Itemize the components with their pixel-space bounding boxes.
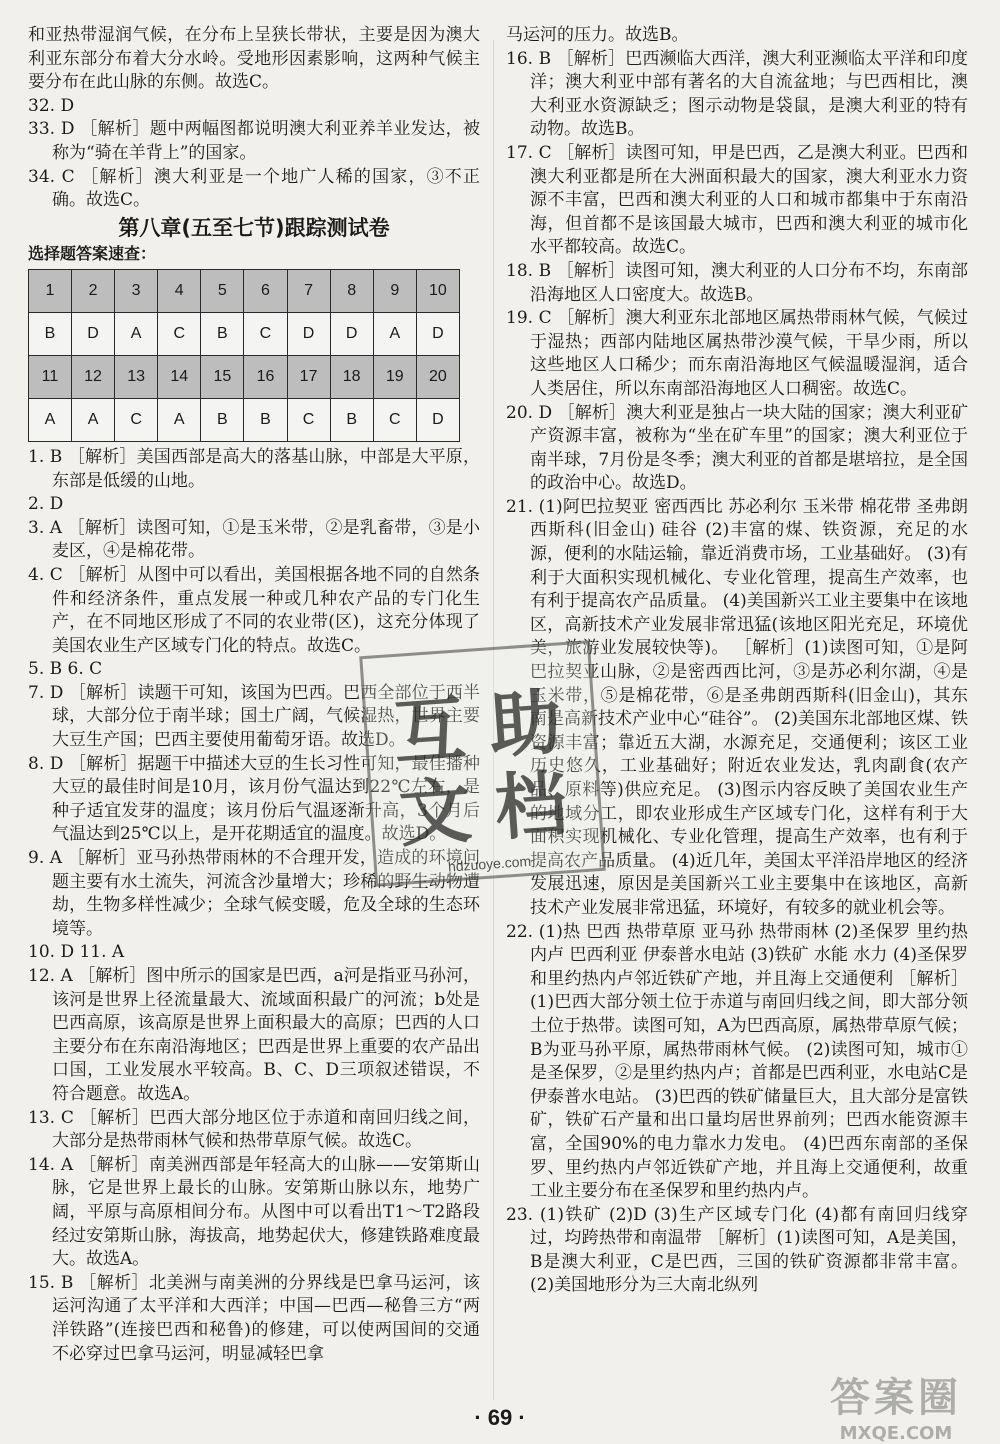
table-cell: D: [416, 312, 459, 355]
table-cell: A: [158, 398, 201, 441]
answer-item: 5. B 6. C: [28, 659, 103, 680]
table-cell: C: [158, 312, 201, 355]
page-number: · 69 ·: [474, 1405, 526, 1430]
answer-item: 22. (1)热 巴西 热带草原 亚马孙 热带雨林 (2)圣保罗 里约热内卢 巴西利亚 伊泰普水电站 (3)铁矿 水能 水力 (4)圣保罗和里约热内卢邻近铁矿产地，并且海上交通便利 ［解析］(1)巴西大部分领土位于赤道与南回归线之间，即大部分领土位于热带。读图可知，A为巴西高原，属热带草原气候；B为亚马孙平原，属热带雨林气候。 (2)读图可知，城市①是圣保罗，②是里约热内卢；首都是巴西利亚，水电站C是伊泰普水电站。 (3)巴西的铁矿储量巨大，且大部分是富铁矿，铁矿石产量和出口量均居世界前列；巴西水能资源丰富，全国90%的电力靠水力发电。 (4)巴西东南部的圣保罗、里约热内卢邻近铁矿产地，并且海上交通便利，故重工业主要分布在圣保罗和里约热内卢。: [506, 921, 969, 1202]
table-cell: 15: [201, 355, 244, 398]
stamp-char: 档: [492, 761, 570, 851]
table-cell: 20: [416, 355, 459, 398]
table-cell: A: [373, 312, 416, 355]
stamp-char: 互: [390, 686, 469, 776]
table-cell: 16: [244, 355, 287, 398]
answer-item: 16. B ［解析］巴西濒临大西洋，澳大利亚濒临太平洋和印度洋；澳大利亚中部有著名的大自流盆地；与巴西相比，澳大利亚水资源缺乏；图示动物是袋鼠，是澳大利亚的特有动物。故选B。: [506, 48, 968, 140]
stamp-url: hdzuoye.com: [447, 852, 532, 875]
answer-item: 4. C ［解析］从图中可以看出，美国根据各地不同的自然条件和经济条件，重点发展一种或几种农产品的专门化生产，在不同地区形成了不同的农业带(区)，这充分体现了美国农业生产区域专门化的特点。故选C。: [28, 564, 480, 656]
answer-item: 21. (1)阿巴拉契亚 密西西比 苏必利尔 玉米带 棉花带 圣弗朗西斯科(旧金山) 硅谷 (2)丰富的煤、铁资源，充足的水源，便利的水陆运输，靠近消费市场，工业基础好。 (3)有利于大面积实现机械化、专业化管理，提高生产效率，也有利于提高农产品质量。 (4)美国新兴工业主要集中在该地区，高新技术产业发展非常迅猛(该地区阳光充足，环境优美，旅游业发展较快等)。 ［解析］(1)读图可知，①是阿巴拉契亚山脉，②是密西西比河，③是苏必利尔湖，④是玉米带，⑤是棉花带，⑥是圣弗朗西斯科(旧金山)，其东南是高新技术产业中心“硅谷”。 (2)美国东北部地区煤、铁资源丰富；靠近五大湖，水源充足，交通便利；该区工业历史悠久，工业基础好；附近农业发达，乳肉副食(农产品、原料等)供应充足。 (3)图示内容反映了美国农业生产的地域分工，即农业形成生产区域专门化，这样有利于大面积实现机械化、专业化管理，提高生产效率，也有利于提高农产品质量。 (4)近几年，美国太平洋沿岸地区的经济发展迅速，原因是美国新兴工业主要集中在该地区，高新技术产业发展非常迅猛，环境好，有较多的就业机会等。: [506, 496, 968, 918]
table-cell: A: [29, 398, 72, 441]
table-cell: C: [287, 398, 330, 441]
table-row-numbers: [29, 355, 460, 398]
stamp-logo: [359, 640, 606, 887]
table-cell: 5: [201, 269, 244, 312]
stamp-char: 助: [486, 679, 565, 769]
answer-item: 13. C ［解析］巴西大部分地区位于赤道和南回归线之间，大部分是热带雨林气候和热带草原气候。故选C。: [28, 1107, 480, 1152]
table-row-answers: [29, 398, 460, 441]
table-cell: 8: [330, 269, 373, 312]
answer-item: 15. B ［解析］北美洲与南美洲的分界线是巴拿马运河，该运河沟通了太平洋和大西洋；中国—巴西—秘鲁三方“两洋铁路”(连接巴西和秘鲁)的修建，可以使两国间的交通不必穿过巴拿马运河，明显减轻巴拿: [28, 1272, 480, 1364]
table-row-numbers: [29, 269, 460, 312]
answer-item: 7. D ［解析］读题干可知，该国为巴西。巴西全部位于西半球，大部分位于南半球；国土广阔，气候湿热，世界主要大豆生产国；巴西主要使用葡萄牙语。故选D。: [28, 682, 480, 751]
answer-item: 34. C ［解析］澳大利亚是一个地广人稀的国家，③不正确。故选C。: [28, 166, 480, 211]
table-cell: D: [330, 312, 373, 355]
table-cell: A: [71, 398, 114, 441]
answer-item: 10. D 11. A: [28, 942, 125, 963]
answer-item: 32. D: [28, 95, 75, 116]
answer-item: 23. (1)铁矿 (2)D (3)生产区域专门化 (4)都有南回归线穿过，均跨热带和南温带 ［解析］(1)读图可知，A是美国，B是澳大利亚，C是巴西，三国的铁矿资源都非常丰富。 (2)美国地形分为三大南北纵列: [506, 1204, 968, 1296]
table-cell: B: [29, 312, 72, 355]
table-cell: 12: [71, 355, 114, 398]
table-cell: D: [416, 398, 459, 441]
table-cell: 11: [29, 355, 72, 398]
table-cell: 2: [71, 269, 114, 312]
table-row-answers: [29, 312, 460, 355]
table-cell: B: [201, 398, 244, 441]
answer-item: 3. A ［解析］读图可知，①是玉米带，②是乳畜带，③是小麦区，④是棉花带。: [28, 517, 480, 562]
paragraph: 和亚热带湿润气候，在分布上呈狭长带状，主要是因为澳大利亚东部分布着大分水岭。受地形因素影响，这两种气候主要分布在此山脉的东侧。故选C。: [28, 25, 480, 93]
watermark-url: MXQE.COM: [839, 1423, 953, 1444]
stamp-char: 文: [396, 768, 475, 857]
table-cell: 3: [115, 269, 158, 312]
table-cell: 9: [373, 269, 416, 312]
table-cell: 1: [29, 269, 72, 312]
table-cell: C: [115, 398, 158, 441]
table-cell: A: [115, 312, 158, 355]
answer-item: 12. A ［解析］图中所示的国家是巴西，a河是指亚马孙河，该河是世界上径流量最大、流域面积最广的河流；b处是巴西高原，该高原是世界上面积最大的高原；巴西的人口主要分布在东南沿海地区；巴西是世界上重要的农产品出口国，工业发展水平较高。B、C、D三项叙述错误，不符合题意。故选A。: [28, 966, 480, 1104]
answer-table: [28, 269, 460, 442]
answer-item: 8. D ［解析］据题干中描述大豆的生长习性可知，最佳播种大豆的最佳时间是10月，该月份气温达到22℃左右，是种子适宜发芽的温度；该月份后气温逐渐升高，3个月后气温达到25℃以上，是开花期适宜的温度。故选D。: [28, 753, 480, 845]
section-title: 第八章(五至七节)跟踪测试卷: [118, 215, 390, 240]
table-cell: C: [244, 312, 287, 355]
paragraph: 马运河的压力。故选B。: [506, 25, 689, 45]
answer-table-title: 选择题答案速查：: [28, 244, 157, 264]
table-cell: 4: [158, 269, 201, 312]
answer-item: 2. D: [28, 494, 64, 515]
table-cell: 13: [115, 355, 158, 398]
answer-item: 1. B ［解析］美国西部是高大的落基山脉，中部是大平原，东部是低缓的山地。: [28, 446, 480, 491]
table-cell: 19: [373, 355, 416, 398]
table-cell: B: [244, 398, 287, 441]
answer-item: 9. A ［解析］亚马孙热带雨林的不合理开发，造成的环境问题主要有水土流失，河流含沙量增大；珍稀的野生动物遭劫，生物多样性减少；全球气候变暖，危及全球的生态环境等。: [28, 848, 480, 939]
table-cell: 14: [158, 355, 201, 398]
answer-item: 33. D ［解析］题中两幅图都说明澳大利亚养羊业发达，被称为“骑在羊背上”的国家。: [28, 119, 480, 163]
table-cell: B: [330, 398, 373, 441]
watermark-text: 答案圈: [830, 1375, 962, 1421]
table-cell: C: [373, 398, 416, 441]
table-cell: D: [287, 312, 330, 355]
table-cell: 17: [287, 355, 330, 398]
table-cell: D: [71, 312, 114, 355]
answer-item: 19. C ［解析］澳大利亚东北部地区属热带雨林气候，气候过于湿热；西部内陆地区属热带沙漠气候，干旱少雨，所以这些地区人口稀少；而东南沿海地区气候温暖湿润，适合人类居住，所以东南部沿海地区人口稠密。故选C。: [506, 308, 968, 399]
table-cell: 10: [416, 269, 459, 312]
table-cell: B: [201, 312, 244, 355]
answer-item: 17. C ［解析］读图可知，甲是巴西，乙是澳大利亚。巴西和澳大利亚都是所在大洲面积最大的国家，澳大利亚水力资源不丰富，巴西和澳大利亚的人口和城市都集中于东南沿海，但首都不是该国最大城市，巴西和澳大利亚的城市化水平都较高。故选C。: [506, 142, 968, 258]
answer-item: 14. A ［解析］南美洲西部是年轻高大的山脉——安第斯山脉，它是世界上最长的山脉。安第斯山脉以东，地势广阔，平原与高原相间分布。从图中可以看出T1～T2路段经过安第斯山脉，海拔高，地势起伏大，修建铁路难度最大。故选A。: [28, 1154, 480, 1270]
answer-item: 18. B ［解析］读图可知，澳大利亚的人口分布不均，东南部沿海地区人口密度大。故选B。: [506, 260, 968, 305]
table-cell: 18: [330, 355, 373, 398]
answer-item: 20. D ［解析］澳大利亚是独占一块大陆的国家；澳大利亚矿产资源丰富，被称为“坐在矿车里”的国家；澳大利亚位于南半球，7月份是冬季；澳大利亚的首都是堪培拉，是全国的政治中心。故选D。: [506, 402, 968, 494]
watermark-logo: [806, 1366, 986, 1444]
table-cell: 6: [244, 269, 287, 312]
table-cell: 7: [287, 269, 330, 312]
